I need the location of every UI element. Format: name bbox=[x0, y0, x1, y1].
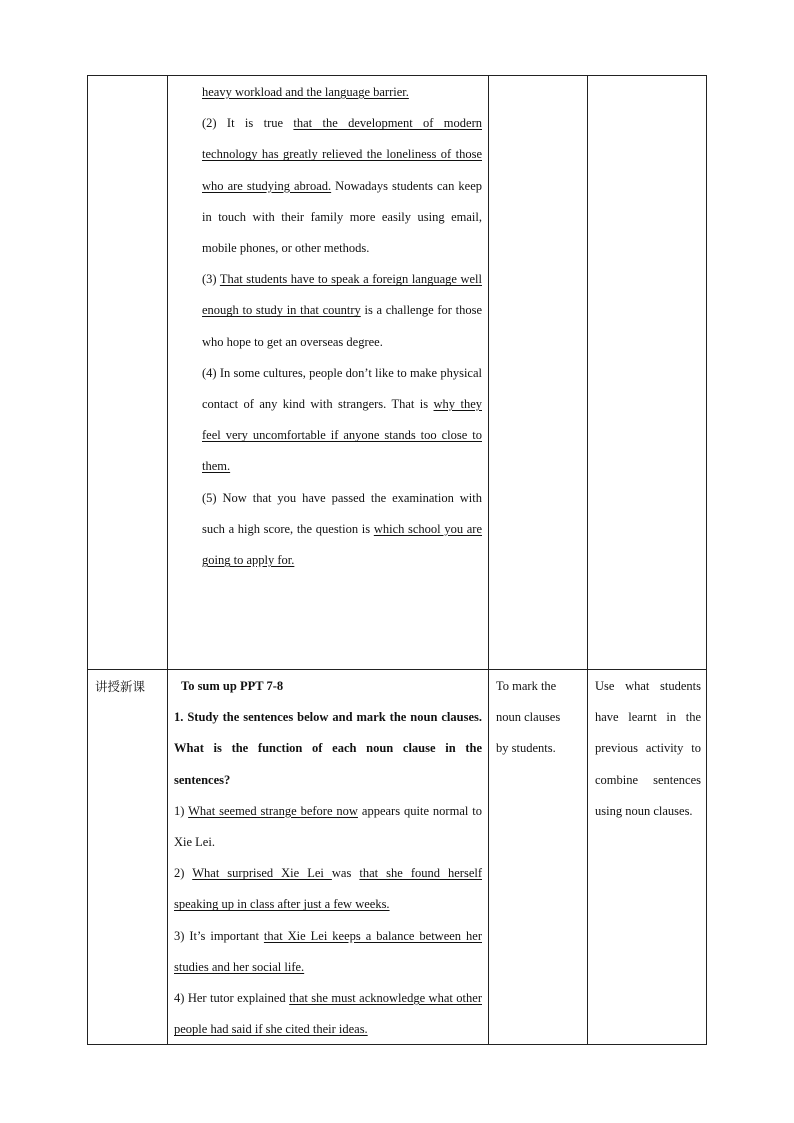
col-divider-3 bbox=[587, 76, 588, 1044]
activity-cell bbox=[496, 671, 568, 765]
item-5: (5) Now that you have passed the examination with such a high score, the question is which school you are going to apply for. bbox=[202, 490, 482, 568]
row2-content-cell bbox=[174, 671, 482, 1045]
item-2: (2) It is true that the development of modern technology has greatly relieved the loneliness of those who are studying abroad. Nowadays students can keep in touch with their family more easily using email, mobile phones, or other methods. bbox=[202, 116, 482, 256]
row-divider bbox=[88, 669, 706, 670]
section-heading: To sum up PPT 7-8 bbox=[181, 679, 284, 693]
col-divider-1 bbox=[167, 76, 168, 1044]
task-instruction: 1. Study the sentences below and mark the noun clauses. What is the function of each noun clause in the sentences? bbox=[174, 710, 482, 787]
lesson-table bbox=[87, 75, 707, 1045]
sentence-3: 3) It’s important that Xie Lei keeps a balance between her studies and her social life. bbox=[174, 928, 482, 974]
stage-label: 讲授新课 bbox=[95, 679, 146, 694]
activity-text: To mark the noun clauses by students. bbox=[496, 679, 561, 756]
lead-line: heavy workload and the language barrier. bbox=[202, 85, 409, 99]
sentence-1: 1) What seemed strange before now appears quite normal to Xie Lei. bbox=[174, 803, 482, 850]
item-4: (4) In some cultures, people don’t like to make physical contact of any kind with strangers. That is why they feel very uncomfortable if anyone stands too close to them. bbox=[202, 365, 482, 474]
sentence-4: 4) Her tutor explained that she must acknowledge what other people had said if she cited their ideas. bbox=[174, 991, 482, 1037]
item-3: (3) That students have to speak a foreign language well enough to study in that country is a challenge for those who hope to get an overseas degree. bbox=[202, 272, 483, 349]
col-divider-2 bbox=[488, 76, 489, 1044]
sentence-2: 2) What surprised Xie Lei was that she found herself speaking up in class after just a few weeks. bbox=[174, 866, 483, 912]
purpose-text: Use what students have learnt in the previous activity to combine sentences using noun clauses. bbox=[595, 679, 701, 818]
row1-content-cell bbox=[202, 77, 482, 576]
purpose-cell bbox=[595, 671, 701, 827]
